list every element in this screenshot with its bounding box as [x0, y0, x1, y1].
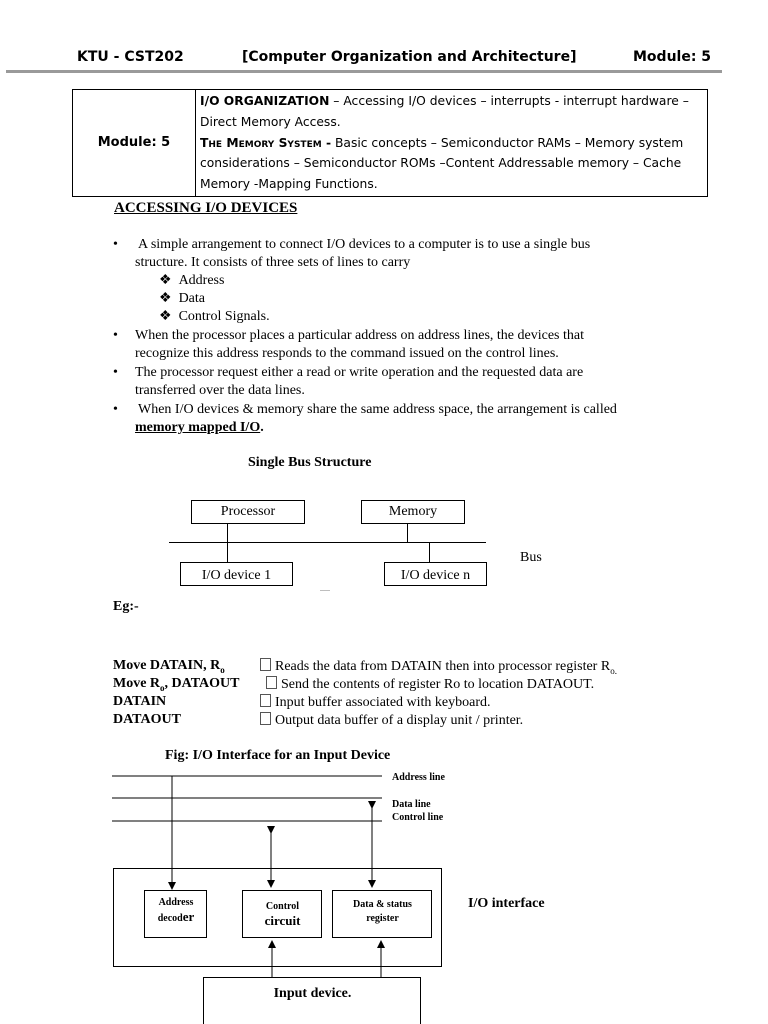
control-line-label: Control line [392, 812, 444, 823]
example-row-1: Move DATAIN, $R_o$ [113, 658, 225, 675]
bullet-3-line-2: transferred over the data lines. [135, 383, 305, 398]
header-module: Module: 5 [633, 49, 712, 65]
bullet-dot: • [113, 402, 118, 417]
example-row-4: DATAOUT [113, 712, 181, 727]
sub-bullet-address: ❖ Address [159, 273, 225, 288]
memory-system-title: The Memory System - [200, 135, 332, 150]
input-device-label: Input device. [273, 986, 352, 1001]
data-status-register-label: Data & status register [353, 899, 412, 924]
control-circuit-label: Control circuit [264, 901, 301, 928]
section-title: ACCESSING I/O DEVICES [114, 200, 298, 216]
bullet-1-line-2: structure. It consists of three sets of lines to carry [135, 255, 411, 270]
bullet-4-line-2: memory mapped I/O. [135, 420, 264, 435]
sub-bullet-control: ❖ Control Signals. [159, 309, 270, 324]
header-course-code: KTU - CST202 [77, 49, 184, 65]
example-row-1-desc: Reads the data from DATAIN then into processor register $R_{o.}$ [260, 658, 617, 676]
address-line-label: Address line [392, 772, 445, 783]
memory-system-text: Basic concepts – Semiconductor RAMs – Memory system considerations – Semiconductor ROMs –Content Addressable memory – Cache Memory -Mapping Functions. [200, 135, 684, 192]
address-decoder-label: Address decoder [157, 897, 195, 924]
io-organization-title: I/O ORGANIZATION [200, 94, 330, 108]
processor-box: Processor [191, 500, 305, 524]
module-label: Module: 5 [73, 90, 196, 197]
io-figure-title: Fig: I/O Interface for an Input Device [165, 748, 391, 763]
memory-box: Memory [361, 500, 465, 524]
example-row-2-desc: Send the contents of register Ro to location DATAOUT. [266, 676, 594, 693]
example-row-4-desc: Output data buffer of a display unit / printer. [260, 712, 523, 729]
io-interface-label: I/O interface [468, 896, 545, 911]
bus-diagram-title: Single Bus Structure [248, 455, 372, 470]
example-row-3: DATAIN [113, 694, 167, 709]
sub-bullet-data: ❖ Data [159, 291, 205, 306]
io-device-1-box: I/O device 1 [180, 562, 293, 586]
device-ellipsis: ..... [320, 584, 330, 593]
example-row-2: Move $R_o$, DATAOUT [113, 676, 240, 693]
bullet-2-line-1: When the processor places a particular address on address lines, the devices that [135, 328, 584, 343]
example-row-3-desc: Input buffer associated with keyboard. [260, 694, 491, 711]
bullet-3-line-1: The processor request either a read or write operation and the requested data are [135, 365, 584, 380]
io-organization-text: – Accessing I/O devices – interrupts - interrupt hardware – Direct Memory Access. [200, 94, 689, 129]
bullet-1-line-1: A simple arrangement to connect I/O devices to a computer is to use a single bus [138, 237, 591, 252]
bullet-4-line-1: When I/O devices & memory share the same address space, the arrangement is called [138, 402, 617, 417]
bullet-dot: • [113, 365, 118, 380]
bullet-dot: • [113, 328, 118, 343]
memory-mapped-io-term: memory mapped I/O [135, 420, 261, 435]
header-course-title: [Computer Organization and Architecture] [242, 49, 577, 65]
example-label: Eg:- [113, 599, 139, 614]
bus-label: Bus [520, 550, 542, 565]
io-device-n-box: I/O device n [384, 562, 487, 586]
bullet-2-line-2: recognize this address responds to the command issued on the control lines. [135, 346, 559, 361]
bullet-dot: • [113, 237, 118, 252]
data-line-label: Data line [392, 799, 431, 810]
